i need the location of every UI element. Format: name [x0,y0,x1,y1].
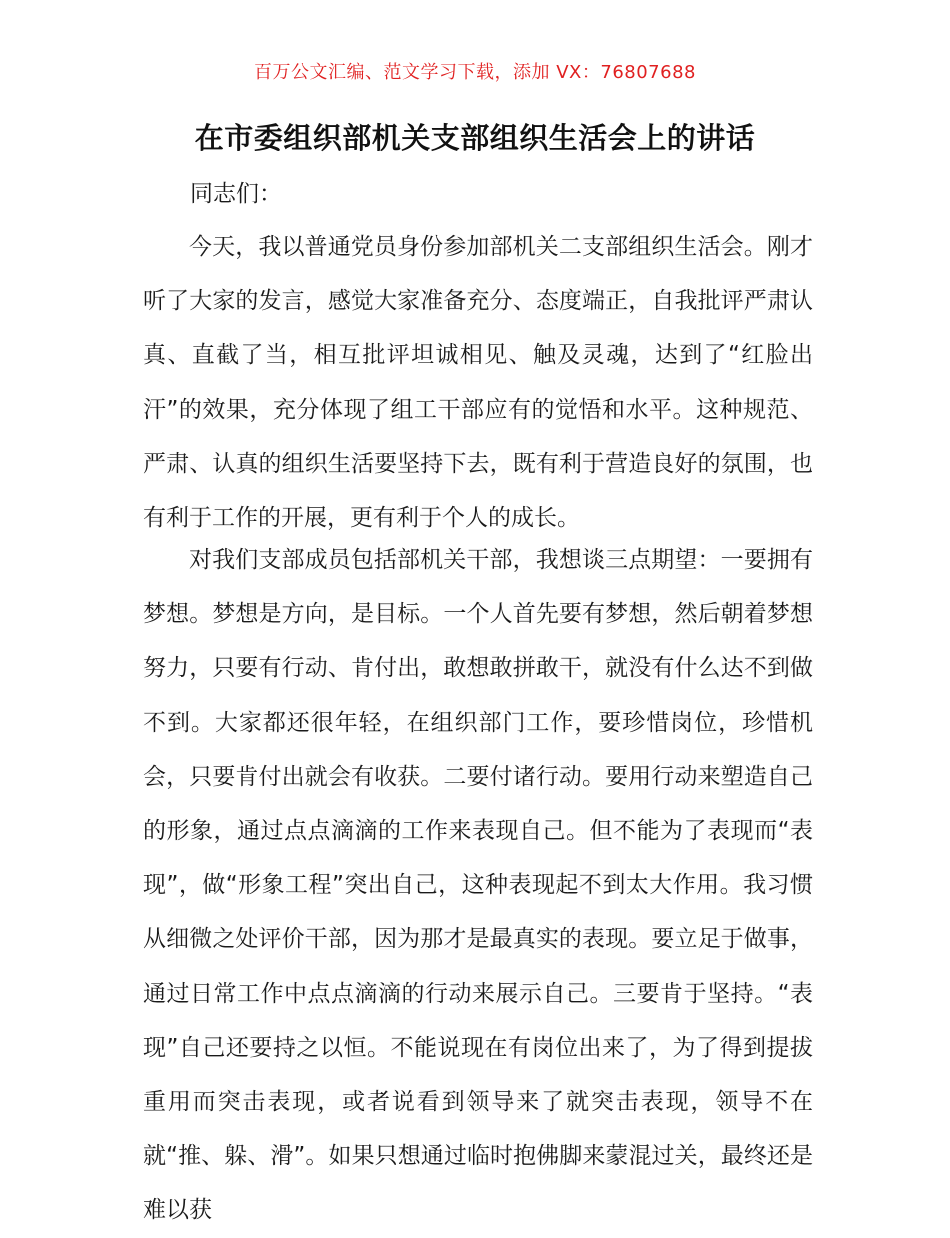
paragraph-2: 对我们支部成员包括部机关干部，我想谈三点期望：一要拥有梦想。梦想是方向，是目标。一个人首先要有梦想，然后朝着梦想努力，只要有行动、肯付出，敢想敢拼敢干，就没有什么达不到做不到。大家都还很年轻，在组织部门工作，要珍惜岗位，珍惜机会，只要肯付出就会有收获。二要付诸行动。要用行动来塑造自己的形象，通过点点滴滴的工作来表现自己。但不能为了表现而“表现”，做“形象工程”突出自己，这种表现起不到太大作用。我习惯从细微之处评价干部，因为那才是最真实的表现。要立足于做事，通过日常工作中点点滴滴的行动来展示自己。三要肯于坚持。“表现”自己还要持之以恒。不能说现在有岗位出来了，为了得到提拔重用而突击表现，或者说看到领导来了就突击表现，领导不在就“推、躲、滑”。如果只想通过临时抱佛脚来蒙混过关，最终还是难以获 [143,547,813,1224]
document-title: 在市委组织部机关支部组织生活会上的讲话 [194,121,756,155]
watermark-header: 百万公文汇编、范文学习下载，添加 VX：76807688 [254,62,696,83]
paragraph-1: 今天，我以普通党员身份参加部机关二支部组织生活会。刚才听了大家的发言，感觉大家准备充分、态度端正，自我批评严肃认真、直截了当，相互批评坦诚相见、触及灵魂，达到了“红脸出汗”的效果，充分体现了组工干部应有的觉悟和水平。这种规范、严肃、认真的组织生活要坚持下去，既有利于营造良好的氛围，也有利于工作的开展，更有利于个人的成长。 [143,234,813,532]
salutation: 同志们： [190,181,282,207]
